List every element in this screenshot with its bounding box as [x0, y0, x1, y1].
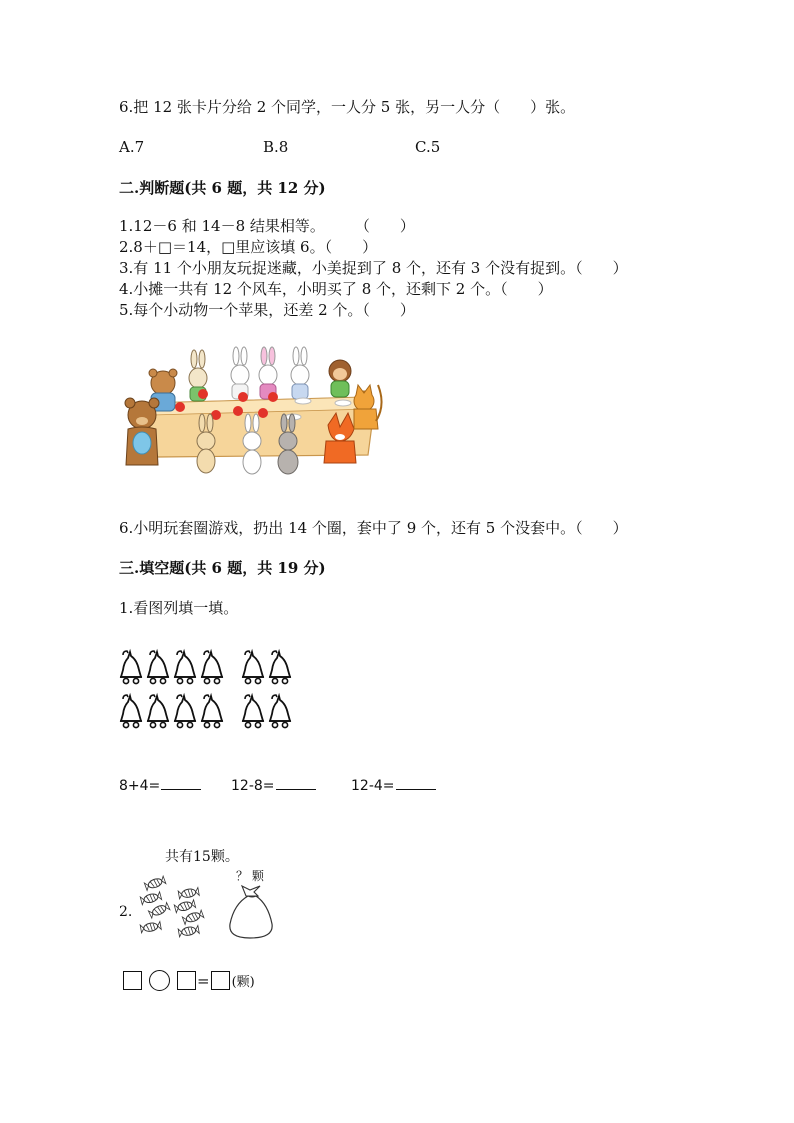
animals-table-illustration	[118, 345, 384, 480]
option-c: C.5	[415, 138, 441, 156]
blank-box-1[interactable]	[123, 971, 142, 990]
bunny-back-3	[259, 347, 277, 399]
bear-front	[125, 398, 159, 465]
cat	[354, 385, 382, 429]
option-b: B.8	[263, 138, 289, 156]
candies	[140, 876, 204, 937]
box-equation	[123, 970, 255, 991]
bunny-back-2	[231, 347, 249, 399]
fill-question-2-number: 2.	[119, 904, 133, 920]
bells-row-2	[120, 695, 291, 728]
monkey	[329, 360, 351, 397]
bag-icon	[230, 886, 272, 938]
judge-item-3: 3.有 11 个小朋友玩捉迷藏，小美捉到了 8 个，还有 3 个没有捉到。（ ）	[119, 259, 628, 277]
unit-label: (颗)	[231, 975, 255, 990]
option-a: A.7	[119, 138, 145, 156]
judge-item-1: 1.12－6 和 14－8 结果相等。 （ ）	[119, 217, 415, 235]
bells-picture	[118, 648, 308, 734]
bag-label: ？ 颗	[236, 869, 264, 883]
blank-box-2[interactable]	[177, 971, 196, 990]
equation-2-blank[interactable]	[276, 775, 316, 790]
equals-sign: =	[197, 971, 210, 990]
bunny-back-4	[291, 347, 309, 399]
judge-item-2: 2.8＋□＝14，□里应该填 6。（ ）	[119, 238, 378, 256]
judge-item-4: 4.小摊一共有 12 个风车，小明买了 8 个，还剩下 2 个。（ ）	[119, 280, 553, 298]
equation-2-text: 12-8=	[231, 778, 275, 794]
fill-question-1-text: 1.看图列填一填。	[119, 599, 239, 617]
equation-1	[119, 775, 201, 794]
operator-circle[interactable]	[149, 970, 170, 991]
blank-box-3[interactable]	[211, 971, 230, 990]
equation-3	[351, 775, 436, 794]
equation-3-text: 12-4=	[351, 778, 395, 794]
section-3-heading: 三.填空题(共 6 题，共 19 分)	[119, 559, 326, 577]
bells-row-1	[120, 651, 291, 684]
candy-caption: 共有15颗。	[165, 849, 239, 865]
candies-and-bag-picture	[138, 874, 278, 942]
equation-3-blank[interactable]	[396, 775, 436, 790]
section-2-heading: 二.判断题(共 6 题，共 12 分)	[119, 179, 326, 197]
equation-1-blank[interactable]	[161, 775, 201, 790]
equation-2	[231, 775, 316, 794]
judge-item-6: 6.小明玩套圈游戏，扔出 14 个圈，套中了 9 个，还有 5 个没套中。（ ）	[119, 519, 628, 537]
equation-1-text: 8+4=	[119, 778, 161, 794]
question-6-text: 6.把 12 张卡片分给 2 个同学，一人分 5 张，另一人分（ ）张。	[119, 98, 576, 116]
judge-item-5: 5.每个小动物一个苹果，还差 2 个。（ ）	[119, 301, 415, 319]
